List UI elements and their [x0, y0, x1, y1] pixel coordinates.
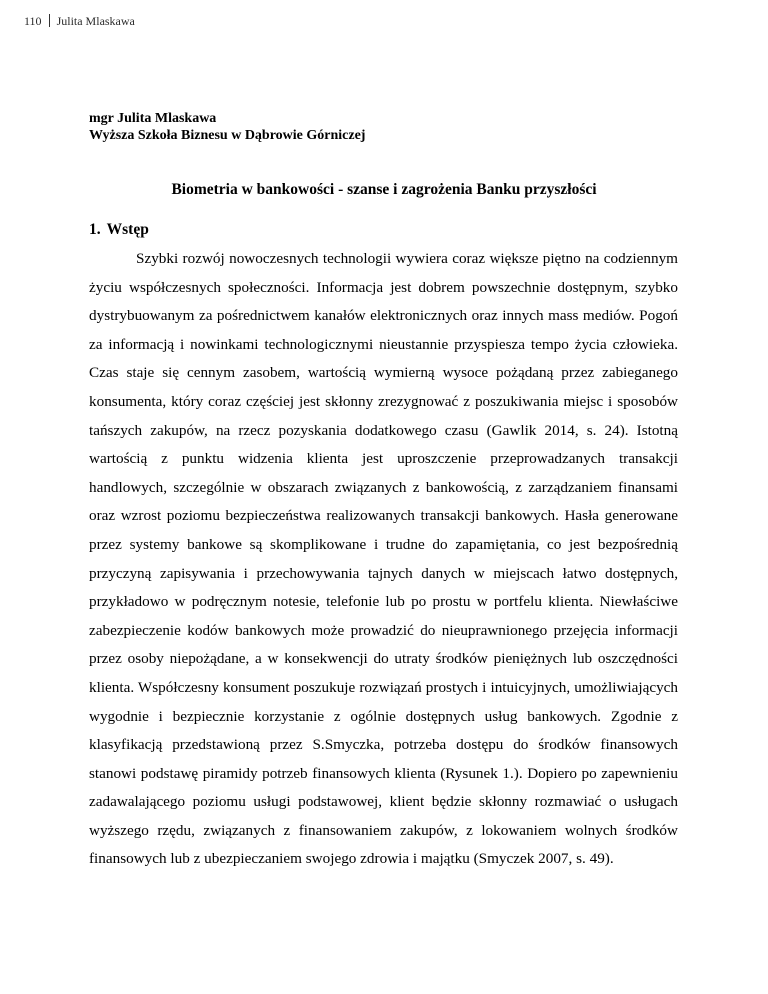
header-separator [49, 14, 50, 27]
section-heading [89, 221, 149, 239]
header-author: Julita Mlaskawa [56, 14, 135, 28]
author-affiliation: Wyższa Szkoła Biznesu w Dąbrowie Górniczej [89, 128, 366, 143]
section-title: Wstęp [106, 221, 149, 238]
body-paragraph: Szybki rozwój nowoczesnych technologii wywiera coraz większe piętno na codziennym życiu współczesnych społeczności. Informacja jest dobrem powszechnie dostępnym, szybko dystrybuowanym za pośrednictwem kanałów elektronicznych oraz innych mass mediów. Pogoń za informacją i nowinkami technologicznymi nieustannie przyspiesza tempo życia człowieka. Czas staje się cennym zasobem, wartością wymierną wysoce pożądaną przez zabieganego konsumenta, który coraz częściej jest skłonny zrezygnować z poszukiwania miejsc i sposobów tańszych zakupów, na rzecz pozyskania dodatkowego czasu (Gawlik 2014, s. 24). Istotną wartością z punktu widzenia klienta jest uproszczenie przeprowadzanych transakcji handlowych, szczególnie w obszarach związanych z bankowością, z zarządzaniem finansami oraz wzrost poziomu bezpieczeństwa realizowanych transakcji bankowych. Hasła generowane przez systemy bankowe są skomplikowane i trudne do zapamiętania, co jest bezpośrednią przyczyną zapisywania i przechowywania tajnych danych w miejscach łatwo dostępnych, przykładowo w podręcznym notesie, telefonie lub po prostu w portfelu klienta. Niewłaściwe zabezpieczenie kodów bankowych może prowadzić do nieuprawnionego przejęcia informacji przez osoby niepożądane, a w konsekwencji do utraty środków pieniężnych lub oszczędności klienta. Współczesny konsument poszukuje rozwiązań prostych i intuicyjnych, umożliwiających wygodnie i bezpiecznie korzystanie z ogólnie dostępnych usług bankowych. Zgodnie z klasyfikacją przedstawioną przez S.Smyczka, potrzeba dostępu do środków finansowych stanowi podstawę piramidy potrzeb finansowych klienta (Rysunek 1.). Dopiero po zapewnieniu zadawalającego poziomu usługi podstawowej, klient będzie skłonny rozmawiać o usługach wyższego rzędu, związanych z finansowaniem zakupów, z lokowaniem wolnych środków finansowych lub z ubezpieczaniem swojego zdrowia i majątku (Smyczek 2007, s. 49). [89, 250, 678, 868]
author-name: mgr Julita Mlaskawa [89, 111, 217, 126]
author-block [89, 110, 365, 144]
page-number: 110 [24, 14, 42, 28]
running-header [24, 14, 135, 29]
section-number: 1. [89, 221, 101, 238]
article-title: Biometria w bankowości - szanse i zagrożenia Banku przyszłości [171, 181, 597, 198]
